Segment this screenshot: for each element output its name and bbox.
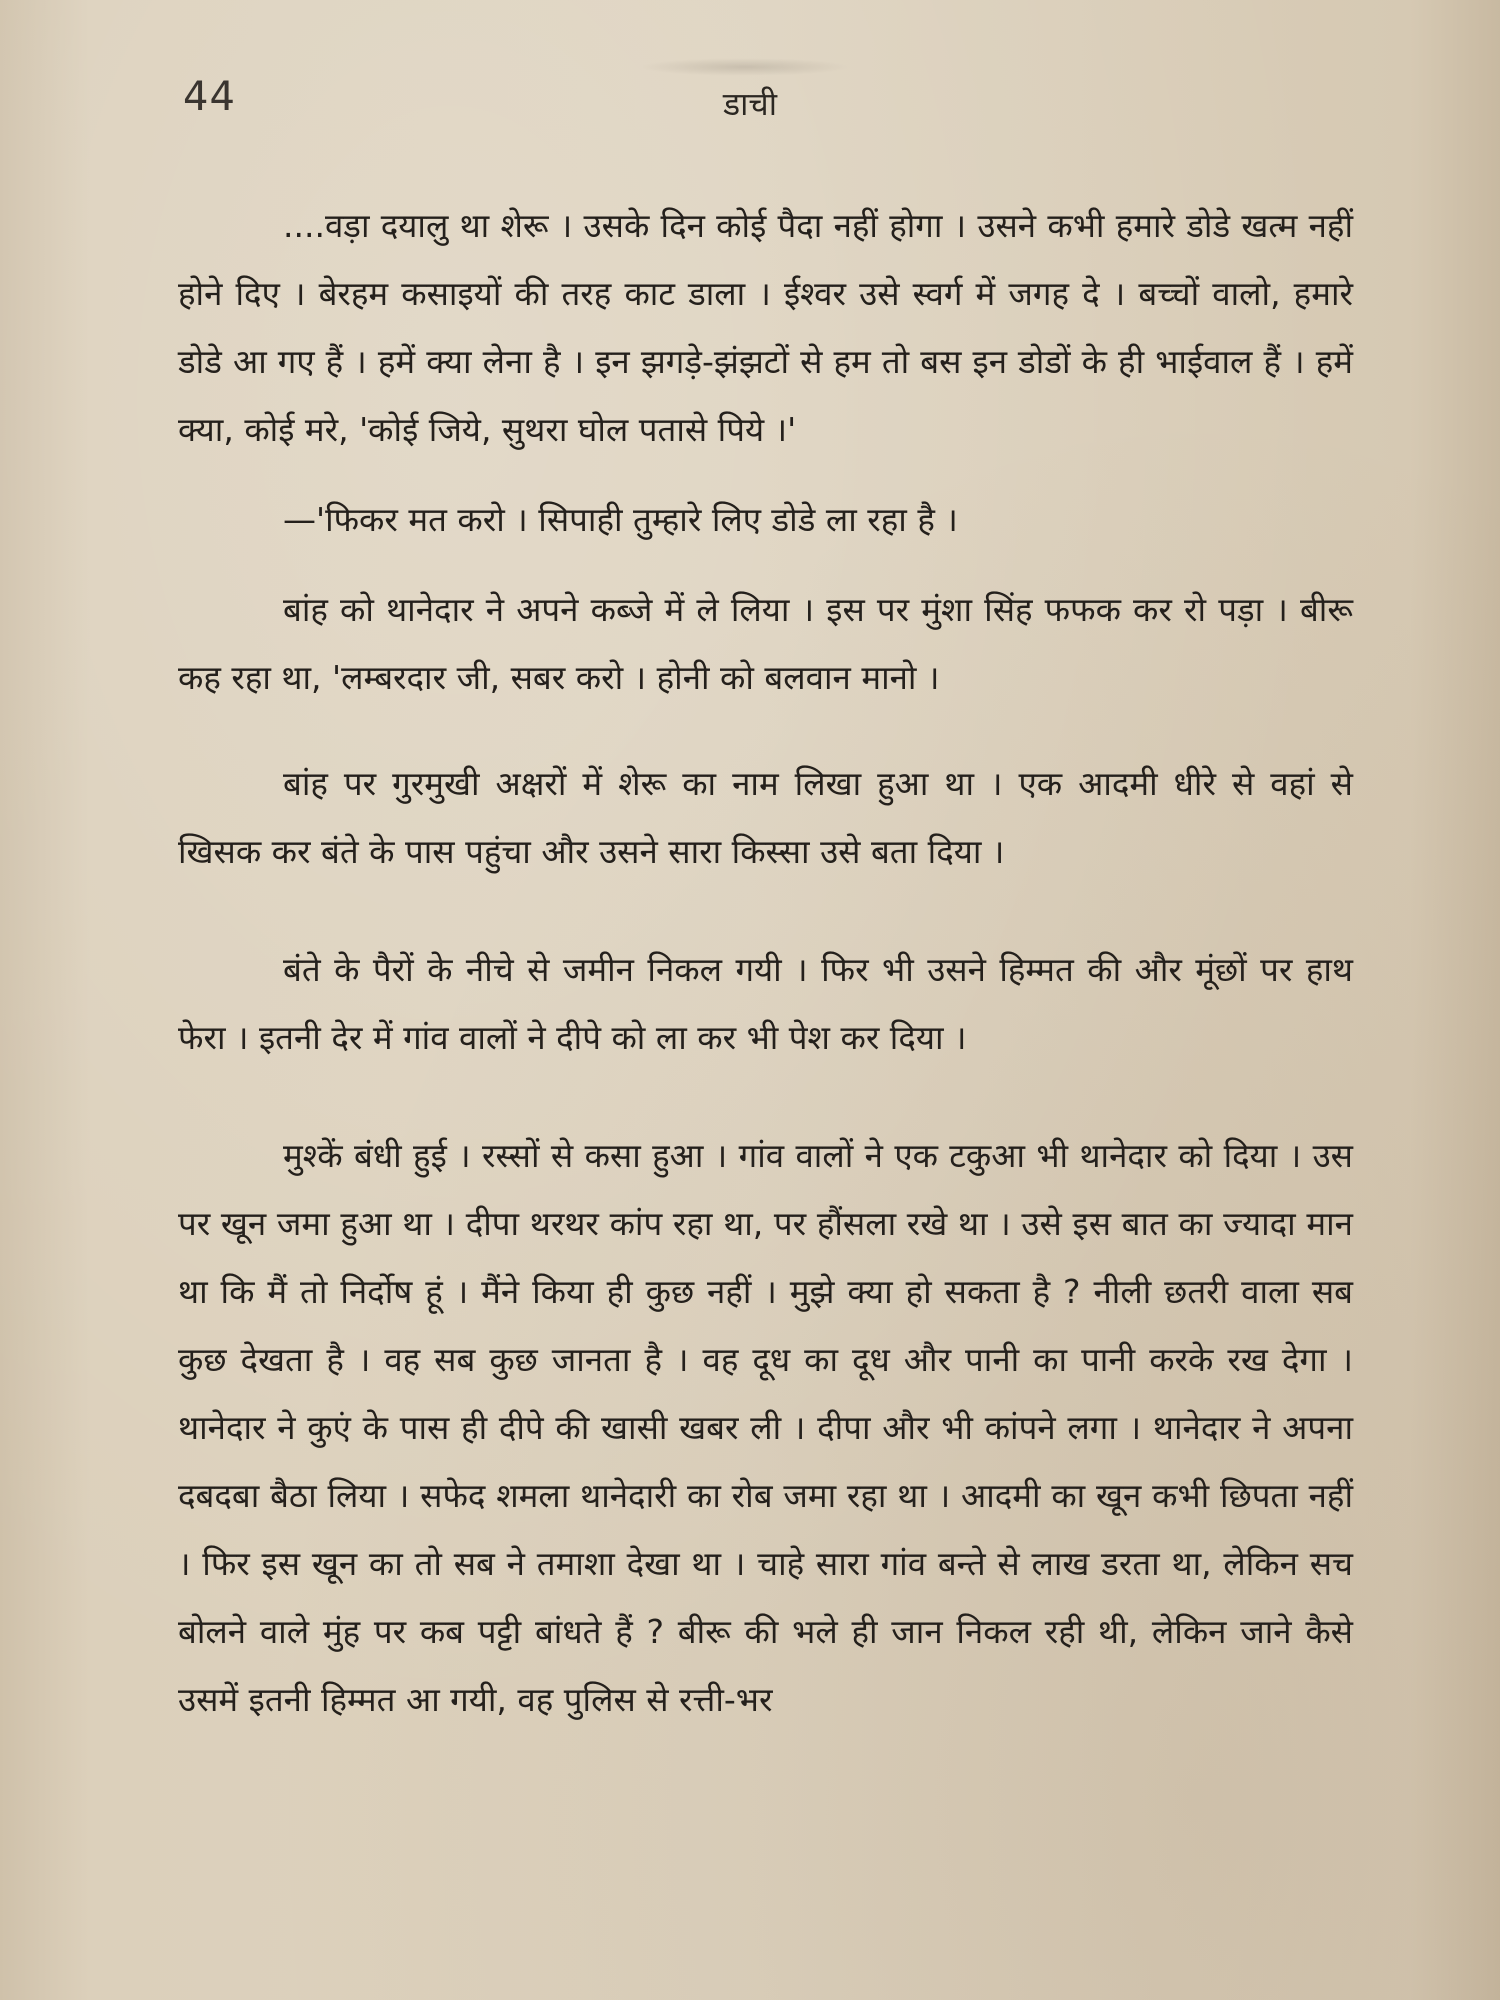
paragraph: बंते के पैरों के नीचे से जमीन निकल गयी । फिर भी उसने हिम्मत की और मूंछों पर हाथ फेरा । इतनी देर में गांव वालों ने दीपे को ला कर भी पेश कर दिया । [178,950,1353,1057]
page-number: 44 [183,74,236,120]
body-text [178,192,1353,1734]
paragraph: मुश्कें बंधी हुई । रस्सों से कसा हुआ । गांव वालों ने एक टकुआ भी थानेदार को दिया । उस पर खून जमा हुआ था । दीपा थरथर कांप रहा था, पर हौंसला रखे था । उसे इस बात का ज्यादा मान था कि मैं तो निर्दोष हूं । मैंने किया ही कुछ नहीं । मुझे क्या हो सकता है ? नीली छतरी वाला सब कुछ देखता है । वह सब कुछ जानता है । वह दूध का दूध और पानी का पानी करके रख देगा । थानेदार ने कुएं के पास ही दीपे की खासी खबर ली । दीपा और भी कांपने लगा । थानेदार ने अपना दबदबा बैठा लिया । सफेद शमला थानेदारी का रोब जमा रहा था । आदमी का खून कभी छिपता नहीं । फिर इस खून का तो सब ने तमाशा देखा था । चाहे सारा गांव बन्ते से लाख डरता था, लेकिन सच बोलने वाले मुंह पर कब पट्टी बांधते हैं ? बीरू की भले ही जान निकल रही थी, लेकिन जाने कैसे उसमें इतनी हिम्मत आ गयी, वह पुलिस से रत्ती-भर [178,1136,1353,1719]
paragraph: —'फिकर मत करो । सिपाही तुम्हारे लिए डोडे ला रहा है । [283,500,958,539]
paragraph: ....वड़ा दयालु था शेरू । उसके दिन कोई पैदा नहीं होगा । उसने कभी हमारे डोडे खत्म नहीं होने दिए । बेरहम कसाइयों की तरह काट डाला । ईश्वर उसे स्वर्ग में जगह दे । बच्चों वालो, हमारे डोडे आ गए हैं । हमें क्या लेना है । इन झगड़े-झंझटों से हम तो बस इन डोडों के ही भाईवाल हैं । हमें क्या, कोई मरे, 'कोई जिये, सुथरा घोल पतासे पिये ।' [178,206,1353,449]
paragraph: बांह को थानेदार ने अपने कब्जे में ले लिया । इस पर मुंशा सिंह फफक कर रो पड़ा । बीरू कह रहा था, 'लम्बरदार जी, सबर करो । होनी को बलवान मानो । [178,590,1353,697]
running-title: डाची [722,85,778,123]
paragraph: बांह पर गुरमुखी अक्षरों में शेरू का नाम लिखा हुआ था । एक आदमी धीरे से वहां से खिसक कर बंते के पास पहुंचा और उसने सारा किस्सा उसे बता दिया । [178,764,1353,871]
ink-smudge [640,58,850,76]
